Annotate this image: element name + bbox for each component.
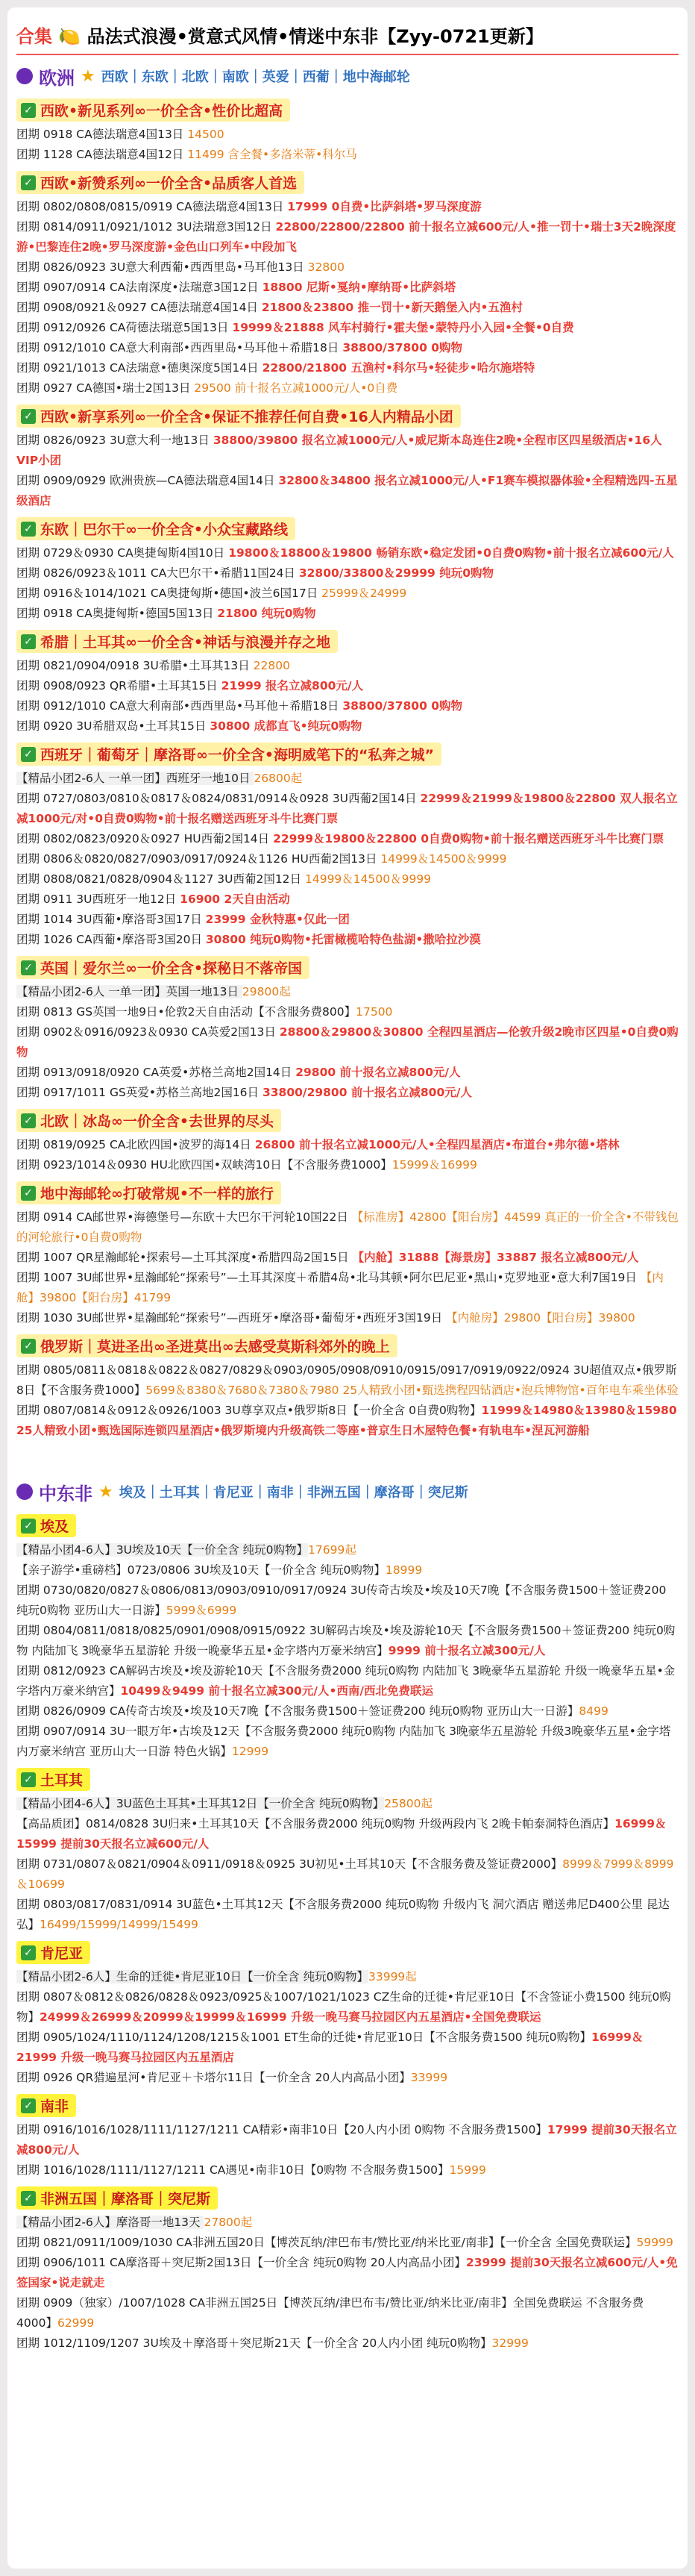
- tour-info: 团期 0906/1011 CA摩洛哥＋突尼斯2国13日【一价全含 纯玩0购物 20人内高品小团】: [16, 2256, 466, 2269]
- tour-info: 【高品质团】0814/0828 3U归来•土耳其10天【不含服务费2000 纯玩0购物 升级两段内飞 2晚卡帕泰洞特色酒店】: [16, 1817, 615, 1831]
- departure-line: [16, 849, 679, 869]
- tour-price: 15999: [449, 2163, 486, 2177]
- tour-price: 17699起: [308, 1543, 356, 1557]
- purple-dot-icon: [16, 68, 33, 84]
- tour-price: 22999＆21999＆19800＆22800 双人报名立减1000元/对•0自费0购物•前十报名赠送西班牙斗牛比赛门票: [16, 792, 678, 825]
- tour-price: 14999＆14500＆9999: [304, 872, 432, 886]
- region-name: 欧洲: [39, 67, 75, 89]
- tour-info: 团期 0918 CA奥捷匈斯•德国5国13日: [16, 607, 218, 620]
- tour-info: 【精品小团2-6人】摩洛哥一地13天: [16, 2216, 204, 2229]
- section-header: [16, 517, 295, 540]
- tour-price: 29800 前十报名立减800元/人: [295, 1066, 461, 1079]
- tour-price: 17500: [356, 1005, 393, 1019]
- departure-line: [16, 1135, 679, 1155]
- checkmark-icon: ✓: [21, 1519, 36, 1534]
- tour-price: 33999起: [368, 1970, 417, 1983]
- tour-info: 团期 1016/1028/1111/1127/1211 CA遇见•南非10日【0购物 不含服务费1500】: [16, 2163, 450, 2177]
- departure-line: [16, 1814, 679, 1854]
- tour-info: 团期 0920 3U希腊双岛•土耳其15日: [16, 719, 210, 733]
- mea-sections: [16, 1508, 679, 2354]
- tour-price: 38800/37800 0购物: [342, 341, 463, 354]
- tour-info: 团期 0802/0823/0920＆0927 HU西葡2国14日: [16, 832, 274, 845]
- departure-line: [16, 431, 679, 471]
- tour-info: 团期 0729＆0930 CA奥捷匈斯4国10日: [16, 546, 229, 560]
- tour-price: 21800 纯玩0购物: [217, 607, 316, 620]
- tour-info: 团期 1007 3U邮世界•星瀚邮轮“探索号”—土耳其深度＋希腊4岛•北马其顿•阿尔巴尼亚•黑山•克罗地亚•意大利7国19日: [16, 1271, 641, 1284]
- checkmark-icon: ✓: [21, 1186, 36, 1201]
- tour-info: 团期 0905/1024/1110/1124/1208/1215＆1001 ET生命的迁徙•肯尼亚10日【不含服务费1500 纯玩0购物】: [16, 2031, 591, 2044]
- departure-line: [16, 2213, 679, 2233]
- section-header: [16, 1334, 397, 1357]
- departure-line: [16, 1268, 679, 1308]
- section-header: [16, 99, 290, 122]
- section-title: 非洲五国｜摩洛哥｜突尼斯: [40, 2191, 211, 2207]
- departure-line: [16, 604, 679, 624]
- departure-line: [16, 145, 679, 165]
- section-title: 南非: [40, 2098, 69, 2115]
- region-subregions: 西欧｜东欧｜北欧｜南欧｜英爱｜西葡｜地中海邮轮: [101, 69, 410, 85]
- departure-line: [16, 1967, 679, 1987]
- tour-info: 团期 1012/1109/1207 3U埃及＋摩洛哥＋突尼斯21天【一价全含 20人内小团 纯玩0购物】: [16, 2336, 492, 2350]
- tour-price: 29500 前十报名立减1000元/人•0自费: [194, 381, 398, 395]
- tour-info: 团期 0908/0921＆0927 CA德法瑞意4国14日: [16, 301, 262, 314]
- section-header: [16, 1109, 281, 1132]
- section-title: 西欧•新赞系列∞一价全含•品质客人首选: [40, 175, 298, 192]
- tour-price: 32800＆34800 报名立减1000元/人•F1赛车模拟器体验•全程精选四-五星级酒店: [16, 474, 678, 507]
- section-header: [16, 1514, 76, 1537]
- departure-line: [16, 982, 679, 1002]
- tour-price: 27800起: [204, 2216, 253, 2229]
- tour-price: 18800 尼斯•戛纳•摩纳哥•比萨斜塔: [262, 281, 456, 294]
- tour-info: 团期 0912/0926 CA荷德法瑞意5国13日: [16, 321, 233, 334]
- tour-price: 25999＆24999: [321, 587, 407, 600]
- tour-info: 团期 0821/0911/1009/1030 CA非洲五国20日【博茨瓦纳/津巴布韦/赞比亚/纳米比亚/南非】【一价全含 全国免费联运】: [16, 2236, 637, 2249]
- departure-line: [16, 1722, 679, 1762]
- tour-info: 团期 0812/0923 CA解码古埃及•埃及游轮10天【不含服务费2000 纯玩0购物 内陆加飞 3晚豪华五星游轮 升级一晚豪华五星•金字塔内万豪米纳宫】: [16, 1664, 676, 1698]
- checkmark-icon: ✓: [21, 2098, 36, 2113]
- tour-price: 【内舱】31888【海景房】33887 报名立减800元/人: [352, 1251, 639, 1264]
- departure-line: [16, 1794, 679, 1814]
- departure-line: [16, 1308, 679, 1328]
- departure-line: [16, 2120, 679, 2160]
- departure-line: [16, 829, 679, 849]
- departure-line: [16, 358, 679, 378]
- tour-info: 团期 0802/0808/0815/0919 CA德法瑞意4国13日: [16, 200, 288, 213]
- departure-line: [16, 197, 679, 217]
- tour-price: 9999 前十报名立减300元/人: [388, 1644, 546, 1657]
- tour-price: 【内舱】39800【阳台房】41799: [16, 1271, 664, 1304]
- departure-line: [16, 910, 679, 930]
- tour-price: 59999: [636, 2236, 673, 2249]
- checkmark-icon: ✓: [21, 747, 36, 762]
- tour-info: 团期 0911 3U西班牙一地12日: [16, 892, 180, 906]
- tour-info: 团期 0814/0911/0921/1012 3U法瑞意3国12日: [16, 220, 276, 234]
- tour-info: 团期 0730/0820/0827＆0806/0813/0903/0910/0917/0924 3U传奇古埃及•埃及10天7晚【不含服务费1500＋签证费200 纯玩0购物 亚历山大一日游】: [16, 1584, 667, 1617]
- tour-price: 24999＆26999＆20999＆19999＆16999 升级一晚马赛马拉园区内五星酒店•全国免费联运: [40, 2010, 541, 2024]
- departure-line: [16, 298, 679, 318]
- tour-info: 团期 0803/0817/0831/0914 3U蓝色•土耳其12天【不含服务费2000 纯玩0购物 升级内飞 洞穴酒店 赠送弗尼D400公里 昆达弘】: [16, 1898, 670, 1931]
- tour-info: 团期 0916＆1014/1021 CA奥捷匈斯•德国•波兰6国17日: [16, 587, 322, 600]
- purple-dot-icon: [16, 1484, 33, 1500]
- tour-info: 团期 0907/0914 3U一眼万年•古埃及12天【不含服务费2000 纯玩0购物 内陆加飞 3晚豪华五星游轮 升级3晚豪华五星•金字塔内万豪米纳宫 亚历山大一日游 特色火锅】: [16, 1725, 671, 1758]
- tour-price: 22800/22800/22800 前十报名立减600元/人•推一罚十•瑞士3天2晚深度游•巴黎连住2晚•罗马深度游•金色山口列车•中段加飞: [16, 220, 676, 254]
- tour-price: 16499/15999/14999/15499: [40, 1918, 198, 1931]
- tour-info: 【精品小团4-6人】3U蓝色土耳其•土耳其12日【一价全含 纯玩0购物】: [16, 1797, 385, 1810]
- departure-line: [16, 676, 679, 696]
- tour-info: 团期 0913/0918/0920 CA英爱•苏格兰高地2国14日: [16, 1066, 296, 1079]
- checkmark-icon: ✓: [21, 409, 36, 424]
- tour-price: 33800/29800 前十报名立减800元/人: [262, 1086, 472, 1099]
- departure-line: [16, 1701, 679, 1722]
- tour-info: 团期 0731/0807＆0821/0904＆0911/0918＆0925 3U初见•土耳其10天【不含服务费及签证费2000】: [16, 1857, 563, 1871]
- tour-info: 团期 0923/1014＆0930 HU北欧四国•双峡湾10日【不含服务费1000】: [16, 1158, 392, 1172]
- tour-price: 5699＆8380＆7680＆7380＆7980 25人精致小团•甄选携程四钻酒店•泡兵博物馆•百年电车乘坐体验: [145, 1384, 679, 1397]
- checkmark-icon: ✓: [21, 1945, 36, 1960]
- departure-line: [16, 1155, 679, 1175]
- section-header: [16, 1181, 281, 1204]
- tour-price: 10499＆9499 前十报名立减300元/人•西南/西北免费联运: [120, 1684, 434, 1698]
- departure-line: [16, 656, 679, 676]
- departure-line: [16, 930, 679, 950]
- tour-info: 团期 0912/1010 CA意大利南部•西西里岛•马耳他＋希腊18日: [16, 341, 343, 354]
- departure-line: [16, 1207, 679, 1248]
- section-title: 土耳其: [40, 1772, 84, 1789]
- tour-price: 23999 金秋特惠•仅此一团: [205, 913, 350, 926]
- checkmark-icon: ✓: [21, 175, 36, 190]
- departure-line: [16, 890, 679, 910]
- departure-line: [16, 1022, 679, 1063]
- tour-info: 【亲子游学•重磅档】0723/0806 3U埃及10天【一价全含 纯玩0购物】: [16, 1563, 386, 1577]
- section-header: [16, 1768, 90, 1791]
- departure-line: [16, 789, 679, 829]
- tour-price: 21999 报名立减800元/人: [221, 679, 364, 693]
- departure-line: [16, 1083, 679, 1103]
- tour-info: 团期 0727/0803/0810＆0817＆0824/0831/0914＆0928 3U西葡2国14日: [16, 792, 421, 805]
- departure-line: [16, 471, 679, 511]
- page-title: [16, 18, 679, 55]
- departure-line: [16, 125, 679, 145]
- tour-info: 团期 0826/0909 CA传奇古埃及•埃及10天7晚【不含服务费1500＋签证费200 纯玩0购物 亚历山大一日游】: [16, 1704, 579, 1718]
- tour-price: 【标准房】42800【阳台房】44599 真正的一价全含•不带钱包的河轮旅行•0自费0购物: [16, 1210, 679, 1244]
- tour-price: 16999＆15999 提前30天报名立减600元/人: [16, 1817, 667, 1851]
- departure-line: [16, 1401, 679, 1441]
- tour-price: 18999: [385, 1563, 423, 1577]
- section-title: 北欧｜冰岛∞一价全含•去世界的尽头: [40, 1113, 274, 1130]
- tour-price: 14999＆14500＆9999: [380, 852, 507, 866]
- section-title: 东欧｜巴尔干∞一价全含•小众宝藏路线: [40, 522, 288, 538]
- europe-sections: [16, 93, 679, 1441]
- section-title: 英国｜爱尔兰∞一价全含•探秘日不落帝国: [40, 960, 302, 977]
- tour-price: 11999＆14980＆13980＆15980 25人精致小团•甄选国际连锁四星酒店•俄罗斯境内升级高铁二等座•普京生日木屋特色餐•有轨电车•涅瓦河游船: [16, 1404, 677, 1437]
- star-icon: ★: [98, 1482, 113, 1501]
- tour-info: 团期 0927 CA德国•瑞士2国13日: [16, 381, 195, 395]
- region-europe: [16, 60, 679, 93]
- tour-info: 团期 0921/1013 CA法瑞意•德奥深度5国14日: [16, 361, 262, 375]
- departure-line: [16, 869, 679, 890]
- tour-info: 团期 0914 CA邮世界•海德堡号—东欧＋大巴尔干河轮10国22日: [16, 1210, 352, 1224]
- section-header: [16, 1941, 90, 1964]
- departure-line: [16, 1063, 679, 1083]
- tour-info: 团期 0819/0925 CA北欧四国•波罗的海14日: [16, 1138, 255, 1151]
- tour-price: 22800: [253, 659, 290, 672]
- departure-line: [16, 769, 679, 789]
- tour-price: 22800/21800 五渔村•科尔马•轻徒步•哈尔施塔特: [262, 361, 535, 375]
- tour-info: 团期 0807＆0812＆0826/0828＆0923/0925＆1007/1021/1023 CZ生命的迁徙•肯尼亚10日【不含签证小费1500 纯玩0购物】: [16, 1990, 671, 2024]
- poster-card: [7, 7, 688, 2569]
- tour-price: 19999＆21888 风车村骑行•霍夫堡•蒙特丹小入园•全餐•0自费: [232, 321, 574, 334]
- section-title: 埃及: [40, 1519, 69, 1535]
- tour-price: 16999＆21999 升级一晚马赛马拉园区内五星酒店: [16, 2031, 644, 2064]
- departure-line: [16, 1248, 679, 1268]
- checkmark-icon: ✓: [21, 522, 36, 537]
- departure-line: [16, 1854, 679, 1895]
- tour-info: 团期 0909/0929 欧洲贵族—CA德法瑞意4国14日: [16, 474, 279, 487]
- tour-info: 团期 1026 CA西葡•摩洛哥3国20日: [16, 933, 206, 946]
- departure-line: [16, 1895, 679, 1935]
- tour-info: 团期 0806＆0820/0827/0903/0917/0924＆1126 HU西葡2国13日: [16, 852, 381, 866]
- section-title: 西欧•新享系列∞一价全含•保证不推荐任何自费•16人内精品小团: [40, 409, 453, 425]
- departure-line: [16, 257, 679, 278]
- departure-line: [16, 1540, 679, 1560]
- section-header: [16, 630, 338, 653]
- tour-info: 团期 1128 CA德法瑞意4国12日: [16, 148, 188, 161]
- tour-price: 12999: [231, 1745, 269, 1758]
- checkmark-icon: ✓: [21, 960, 36, 975]
- departure-line: [16, 563, 679, 584]
- checkmark-icon: ✓: [21, 2191, 36, 2206]
- tour-info: 【精品小团2-6人】生命的迁徙•肯尼亚10日【一价全含 纯玩0购物】: [16, 1970, 368, 1983]
- section-header: [16, 2186, 218, 2210]
- section-header: [16, 404, 461, 428]
- tour-price: 32999: [491, 2336, 529, 2350]
- tour-price: 17999 0自费•比萨斜塔•罗马深度游: [287, 200, 482, 213]
- tour-price: 16900 2天自由活动: [180, 892, 290, 906]
- departure-line: [16, 1560, 679, 1581]
- tour-price: 25800起: [384, 1797, 433, 1810]
- section-header: [16, 743, 441, 766]
- tour-info: 团期 0826/0923＆1011 CA大巴尔干•希腊11国24日: [16, 566, 299, 580]
- tour-info: 团期 0804/0811/0818/0825/0901/0908/0915/0922 3U解码古埃及•埃及游轮10天【不含服务费1500＋签证费200 纯玩0购物 内陆加飞 3晚豪华五星游轮 升级一晚豪华五星•金字塔内万豪米纳宫】: [16, 1624, 676, 1657]
- section-title: 俄罗斯｜莫进圣出∞圣进莫出∞去感受莫斯科郊外的晚上: [40, 1339, 390, 1355]
- region-name: 中东非: [39, 1483, 92, 1504]
- tour-price: 8499: [579, 1704, 608, 1718]
- tour-price: 30800 成都直飞•纯玩0购物: [210, 719, 362, 733]
- title-lead: 合集: [16, 26, 52, 47]
- section-title: 西班牙｜葡萄牙｜摩洛哥∞一价全含•海明威笔下的“私奔之城”: [40, 747, 434, 763]
- checkmark-icon: ✓: [21, 1339, 36, 1354]
- tour-info: 【精品小团2-6人 一单一团】西班牙一地10日: [16, 772, 254, 785]
- departure-line: [16, 2293, 679, 2333]
- departure-line: [16, 2333, 679, 2354]
- tour-price: 11499 含全餐•多洛米蒂•科尔马: [187, 148, 357, 161]
- tour-price: 5999＆6999: [166, 1604, 237, 1617]
- tour-info: 【精品小团2-6人 一单一团】英国一地13日: [16, 985, 242, 998]
- section-title: 希腊｜土耳其∞一价全含•神话与浪漫并存之地: [40, 634, 330, 651]
- departure-line: [16, 716, 679, 737]
- tour-price: 38800/37800 0购物: [342, 699, 463, 713]
- section-title: 地中海邮轮∞打破常规•不一样的旅行: [40, 1186, 274, 1202]
- tour-info: 团期 0912/1010 CA意大利南部•西西里岛•马耳他＋希腊18日: [16, 699, 343, 713]
- departure-line: [16, 2160, 679, 2180]
- departure-line: [16, 217, 679, 257]
- section-header: [16, 2094, 76, 2117]
- section-header: [16, 956, 309, 979]
- tour-info: 团期 0808/0821/0828/0904＆1127 3U西葡2国12日: [16, 872, 305, 886]
- departure-line: [16, 338, 679, 358]
- departure-line: [16, 1002, 679, 1022]
- tour-price: 15999＆16999: [391, 1158, 477, 1172]
- tour-price: 26800起: [254, 772, 303, 785]
- departure-line: [16, 2028, 679, 2068]
- departure-line: [16, 378, 679, 398]
- tour-price: 19800＆18800＆19800 畅销东欧•稳定发团•0自费0购物•前十报名立减600元/人: [228, 546, 674, 560]
- tour-info: 团期 0918 CA德法瑞意4国13日: [16, 128, 188, 141]
- title-text: 品法式浪漫•赏意式风情•情迷中东非【Zyy-0721更新】: [87, 26, 544, 47]
- tour-price: 17999 提前30天报名立减800元/人: [16, 2123, 677, 2157]
- tour-info: 【精品小团4-6人】3U埃及10天【一价全含 纯玩0购物】: [16, 1543, 309, 1557]
- checkmark-icon: ✓: [21, 1772, 36, 1787]
- tour-price: 22999＆19800＆22800 0自费0购物•前十报名赠送西班牙斗牛比赛门票: [273, 832, 664, 845]
- departure-line: [16, 318, 679, 338]
- departure-line: [16, 2233, 679, 2253]
- tour-price: 62999: [57, 2316, 95, 2330]
- departure-line: [16, 1360, 679, 1401]
- tour-info: 团期 1030 3U邮世界•星瀚邮轮“探索号”—西班牙•摩洛哥•葡萄牙•西班牙3国19日: [16, 1311, 447, 1325]
- tour-price: 26800 前十报名立减1000元/人•全程四星酒店•布道台•弗尔德•塔林: [254, 1138, 620, 1151]
- tour-price: 33999: [410, 2071, 448, 2084]
- tour-info: 团期 0917/1011 GS英爱•苏格兰高地2国16日: [16, 1086, 262, 1099]
- departure-line: [16, 696, 679, 716]
- tour-info: 团期 1014 3U西葡•摩洛哥3国17日: [16, 913, 206, 926]
- tour-info: 团期 0807/0814＆0912＆0926/1003 3U尊享双点•俄罗斯8日【一价全含 0自费0购物】: [16, 1404, 482, 1417]
- tour-price: 38800/39800 报名立减1000元/人•威尼斯本岛连住2晚•全程市区四星级酒店•16人VIP小团: [16, 434, 662, 467]
- tour-info: 团期 0813 GS英国一地9日•伦敦2天自由活动【不含服务费800】: [16, 1005, 356, 1019]
- lemon-icon: 🍋: [58, 26, 81, 47]
- checkmark-icon: ✓: [21, 1113, 36, 1128]
- departure-line: [16, 1621, 679, 1661]
- star-icon: ★: [81, 66, 95, 86]
- tour-price: 【内舱房】29800【阳台房】39800: [446, 1311, 635, 1325]
- section-header: [16, 171, 304, 194]
- tour-info: 团期 1007 QR星瀚邮轮•探索号—土耳其深度•希腊四岛2国15日: [16, 1251, 353, 1264]
- departure-line: [16, 1987, 679, 2028]
- tour-info: 团期 0926 QR猎遍星河•肯尼亚＋卡塔尔11日【一价全含 20人内高品小团】: [16, 2071, 411, 2084]
- tour-price: 30800 纯玩0购物•托雷橄榄哈特色盐湖•撒哈拉沙漠: [205, 933, 481, 946]
- tour-info: 团期 0916/1016/1028/1111/1127/1211 CA精彩•南非10日【20人内小团 0购物 不含服务费1500】: [16, 2123, 547, 2136]
- region-mea: [16, 1475, 679, 1508]
- section-title: 西欧•新见系列∞一价全含•性价比超高: [40, 103, 283, 119]
- tour-info: 团期 0826/0923 3U意大利西葡•西西里岛•马耳他13日: [16, 260, 308, 274]
- region-subregions: 埃及｜土耳其｜肯尼亚｜南非｜非洲五国｜摩洛哥｜突尼斯: [119, 1485, 468, 1501]
- departure-line: [16, 584, 679, 604]
- checkmark-icon: ✓: [21, 634, 36, 649]
- tour-info: 团期 0908/0923 QR希腊•土耳其15日: [16, 679, 221, 693]
- tour-info: 团期 0821/0904/0918 3U希腊•土耳其13日: [16, 659, 254, 672]
- tour-info: 团期 0909（独家）/1007/1028 CA非洲五国25日【博茨瓦纳/津巴布韦/赞比亚/纳米比亚/南非】全国免费联运 不含服务费4000】: [16, 2296, 644, 2330]
- tour-price: 28800＆29800＆30800 全程四星酒店—伦敦升级2晚市区四星•0自费0购物: [16, 1025, 679, 1059]
- tour-info: 团期 0907/0914 CA法南深度•法瑞意3国12日: [16, 281, 262, 294]
- departure-line: [16, 543, 679, 563]
- departure-line: [16, 1581, 679, 1621]
- tour-price: 8999＆7999＆8999＆10699: [16, 1857, 674, 1891]
- tour-price: 29800起: [242, 985, 291, 998]
- departure-line: [16, 1661, 679, 1701]
- departure-line: [16, 278, 679, 298]
- checkmark-icon: ✓: [21, 103, 36, 118]
- departure-line: [16, 2068, 679, 2088]
- tour-info: 团期 0805/0811＆0818＆0822＆0827/0829＆0903/0905/0908/0910/0915/0917/0919/0922/0924 3U超值双点•俄罗斯8日【不含服务费1000】: [16, 1363, 677, 1397]
- tour-price: 32800: [307, 260, 345, 274]
- tour-price: 21800＆23800 推一罚十•新天鹅堡入内•五渔村: [261, 301, 523, 314]
- tour-price: 32800/33800＆29999 纯玩0购物: [298, 566, 494, 580]
- tour-info: 团期 0826/0923 3U意大利一地13日: [16, 434, 213, 447]
- section-title: 肯尼亚: [40, 1945, 84, 1962]
- tour-info: 团期 0902＆0916/0923＆0930 CA英爱2国13日: [16, 1025, 280, 1039]
- tour-price: 23999 提前30天报名立减600元/人•免签国家•说走就走: [16, 2256, 678, 2289]
- departure-line: [16, 2253, 679, 2293]
- tour-price: 14500: [187, 128, 224, 141]
